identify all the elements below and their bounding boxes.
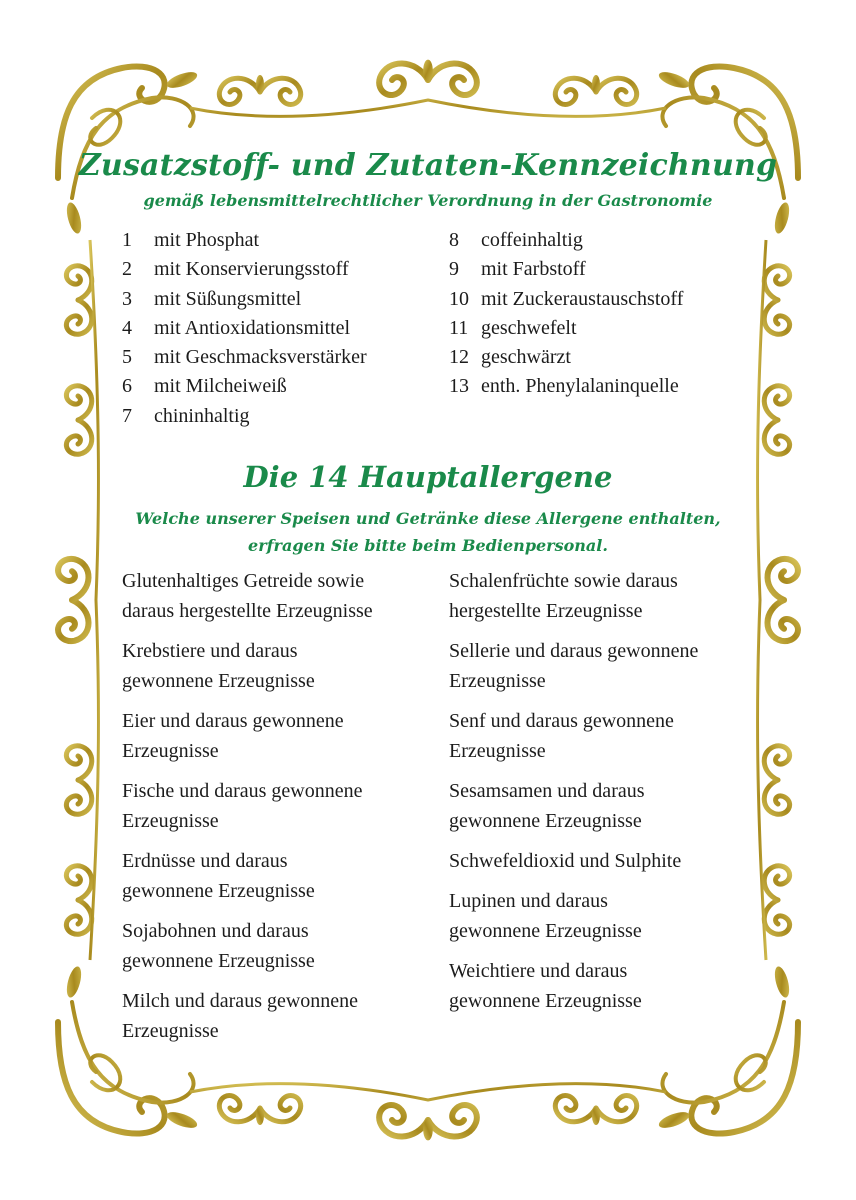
list-item	[122, 637, 373, 707]
allergen-line: Erzeugnisse	[122, 809, 219, 832]
allergen-line: Fische und daraus gewonnene	[122, 780, 363, 802]
allergen-line: gewonnene Erzeugnisse	[449, 989, 642, 1012]
additive-number: 8	[449, 229, 459, 251]
allergen-line: Erzeugnisse	[449, 739, 546, 762]
list-item	[122, 567, 373, 637]
additive-label: mit Phosphat	[154, 229, 260, 251]
additive-number: 6	[122, 375, 132, 398]
allergen-line: Senf und daraus gewonnene	[449, 710, 674, 732]
additive-number: 13	[449, 375, 469, 398]
list-item	[449, 777, 698, 847]
list-item	[122, 917, 373, 987]
allergen-line: Erzeugnisse	[449, 669, 546, 692]
allergen-line: gewonnene Erzeugnisse	[122, 949, 315, 972]
additive-label: mit Zuckeraustauschstoff	[481, 287, 684, 310]
allergen-line: gewonnene Erzeugnisse	[122, 879, 315, 902]
additive-number: 11	[449, 316, 469, 339]
allergen-line: gewonnene Erzeugnisse	[449, 809, 642, 832]
list-item	[122, 343, 367, 372]
allergen-line: Krebstiere und daraus	[122, 640, 298, 662]
additive-label: chininhaltig	[154, 404, 250, 427]
additive-label: mit Süßungsmittel	[154, 287, 302, 310]
list-item	[122, 987, 373, 1057]
list-item	[449, 226, 683, 255]
additive-number: 5	[122, 346, 132, 369]
allergen-line: Sojabohnen und daraus	[122, 920, 309, 942]
allergen-line: Erzeugnisse	[122, 1019, 219, 1042]
additive-number: 12	[449, 346, 469, 369]
list-item	[449, 314, 683, 343]
allergen-line: Glutenhaltiges Getreide sowie	[122, 570, 365, 592]
additive-label: mit Farbstoff	[481, 258, 586, 281]
allergen-line: gewonnene Erzeugnisse	[122, 669, 315, 692]
additive-label: mit Geschmacksverstärker	[154, 346, 367, 369]
allergens-list-left	[122, 567, 373, 1057]
list-item	[122, 255, 367, 284]
list-item	[449, 567, 698, 637]
allergen-line: Milch und daraus gewonnene	[122, 990, 359, 1012]
list-item	[122, 285, 367, 314]
additives-list-left	[122, 226, 367, 431]
list-item	[122, 226, 367, 255]
additive-number: 7	[122, 404, 132, 427]
additive-number: 9	[449, 258, 459, 281]
additive-number: 2	[122, 258, 132, 281]
list-item	[449, 887, 698, 957]
list-item	[122, 314, 367, 343]
allergens-subtitle-line: erfragen Sie bitte beim Bedienpersonal.	[248, 536, 608, 555]
list-item	[449, 255, 683, 284]
allergens-title: Die 14 Hauptallergene	[243, 460, 613, 494]
allergen-line: Weichtiere und daraus	[449, 960, 628, 982]
list-item	[449, 637, 698, 707]
allergen-line: daraus hergestellte Erzeugnisse	[122, 599, 373, 622]
additive-label: mit Antioxidationsmittel	[154, 316, 351, 339]
allergen-line: Schalenfrüchte sowie daraus	[449, 570, 678, 592]
list-item	[122, 372, 367, 401]
list-item	[122, 847, 373, 917]
allergen-line: hergestellte Erzeugnisse	[449, 599, 643, 622]
allergen-line: Schwefeldioxid und Sulphite	[449, 850, 682, 872]
additive-label: geschwärzt	[481, 346, 571, 369]
allergens-subtitle	[0, 505, 856, 559]
list-item	[122, 707, 373, 777]
additive-number: 1	[122, 229, 132, 251]
allergen-line: gewonnene Erzeugnisse	[449, 919, 642, 942]
allergen-line: Erdnüsse und daraus	[122, 850, 288, 872]
list-item	[449, 957, 698, 1027]
additive-label: enth. Phenylalaninquelle	[481, 375, 679, 398]
additive-label: mit Milcheiweiß	[154, 375, 287, 398]
list-item	[449, 285, 683, 314]
page-subtitle: gemäß lebensmittelrechtlicher Verordnung in der Gastronomie	[143, 191, 713, 210]
allergen-line: Eier und daraus gewonnene	[122, 710, 344, 732]
additive-number: 10	[449, 287, 469, 310]
page-title: Zusatzstoff- und Zutaten-Kennzeichnung	[78, 148, 778, 183]
additive-label: mit Konservierungsstoff	[154, 258, 349, 281]
additive-label: geschwefelt	[481, 316, 577, 339]
list-item	[449, 343, 683, 372]
additive-number: 3	[122, 287, 132, 310]
allergen-line: Erzeugnisse	[122, 739, 219, 762]
allergens-list-right	[449, 567, 698, 1027]
allergen-line: Sellerie und daraus gewonnene	[449, 640, 699, 662]
allergens-subtitle-line: Welche unserer Speisen und Getränke diese Allergene enthalten,	[135, 509, 721, 528]
additive-number: 4	[122, 316, 132, 339]
list-item	[122, 402, 367, 431]
additives-list-right	[449, 226, 683, 402]
additive-label: coffeinhaltig	[481, 229, 583, 251]
allergen-line: Lupinen und daraus	[449, 890, 608, 912]
list-item	[449, 372, 683, 401]
list-item	[449, 707, 698, 777]
list-item	[449, 847, 698, 887]
allergen-line: Sesamsamen und daraus	[449, 780, 645, 802]
list-item	[122, 777, 373, 847]
